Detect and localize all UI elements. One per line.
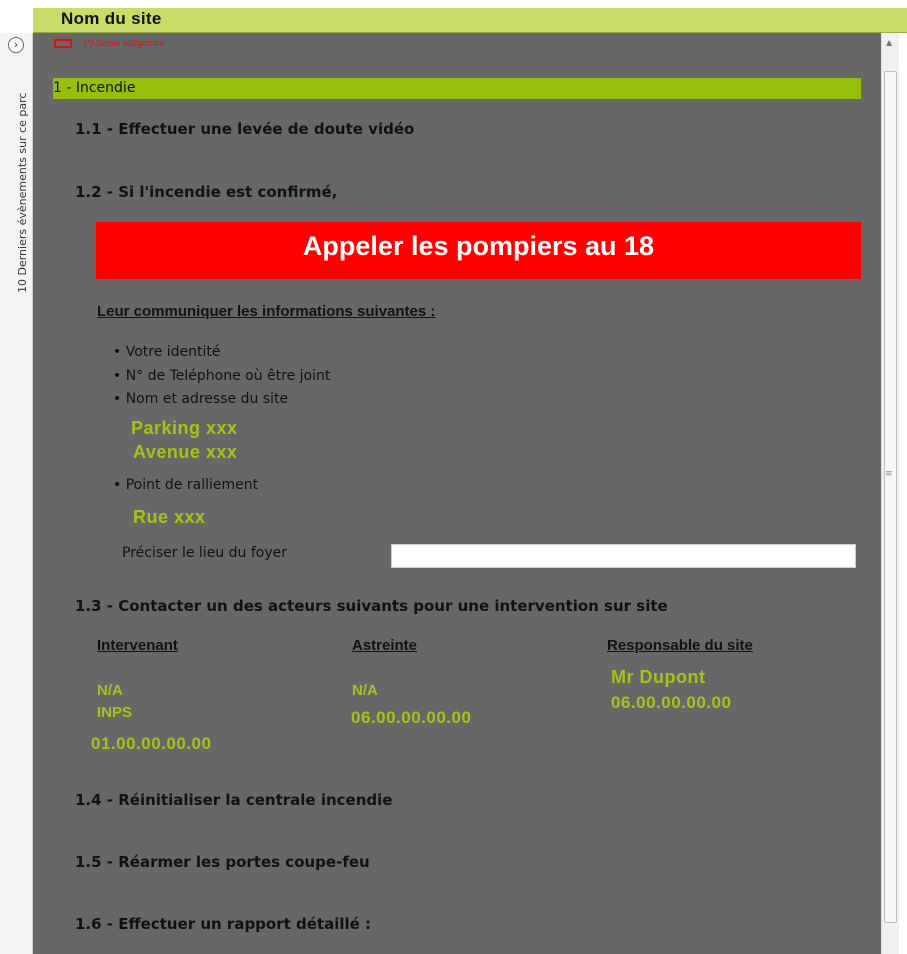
site-title-bar (33, 8, 907, 33)
step-1-2: 1.2 - Si l'incendie est confirmé, (75, 183, 338, 201)
info-item-rally-point: • Point de ralliement (113, 477, 259, 493)
required-field-marker-icon (54, 39, 72, 48)
call-firefighters-alert (96, 222, 861, 279)
info-item-identity: • Votre identité (113, 344, 221, 360)
site-name: Parking xxx (131, 418, 238, 438)
scrollbar-thumb[interactable] (884, 71, 897, 923)
foyer-location-input[interactable] (391, 544, 856, 568)
intervenant-phone: 01.00.00.00.00 (91, 734, 212, 753)
responsable-name: Mr Dupont (611, 667, 706, 687)
rally-point-value: Rue xxx (133, 507, 206, 527)
responsable-header: Responsable du site (607, 637, 753, 654)
astreinte-phone: 06.00.00.00.00 (351, 708, 472, 727)
section-title: 1 - Incendie (53, 80, 136, 96)
site-title: Nom du site (61, 9, 162, 28)
responsable-phone: 06.00.00.00.00 (611, 693, 732, 712)
intervenant-header: Intervenant (97, 637, 178, 654)
alert-text: Appeler les pompiers au 18 (302, 231, 655, 261)
scrollbar-grip-icon: ≡ (885, 469, 893, 479)
expand-chevron-icon[interactable]: › (8, 37, 24, 53)
events-panel-label[interactable]: 10 Derniers évènements sur ce parc (16, 92, 29, 293)
vertical-scrollbar[interactable] (881, 33, 900, 954)
intervenant-line2: INPS (97, 704, 133, 721)
site-address: Avenue xxx (133, 442, 238, 462)
step-1-1: 1.1 - Effectuer une levée de doute vidéo (75, 120, 415, 138)
foyer-location-label: Préciser le lieu du foyer (122, 545, 287, 561)
events-side-panel[interactable] (0, 33, 33, 954)
info-item-site: • Nom et adresse du site (113, 391, 289, 407)
intervenant-line1: N/A (97, 682, 123, 699)
section-header (53, 78, 861, 99)
step-1-3: 1.3 - Contacter un des acteurs suivants pour une intervention sur site (75, 597, 668, 615)
step-1-4: 1.4 - Réinitialiser la centrale incendie (75, 791, 393, 809)
astreinte-header: Astreinte (352, 637, 418, 654)
required-field-note: (*) Saisie obligatoire (84, 38, 165, 48)
window-edge (899, 33, 907, 954)
step-1-6: 1.6 - Effectuer un rapport détaillé : (75, 915, 372, 933)
astreinte-line1: N/A (352, 682, 378, 699)
step-1-5: 1.5 - Réarmer les portes coupe-feu (75, 853, 370, 871)
procedure-content (33, 33, 881, 954)
info-item-phone: • N° de Teléphone où être joint (113, 368, 331, 384)
info-header: Leur communiquer les informations suivantes : (97, 303, 436, 320)
scroll-up-arrow-icon[interactable]: ▲ (886, 38, 893, 47)
